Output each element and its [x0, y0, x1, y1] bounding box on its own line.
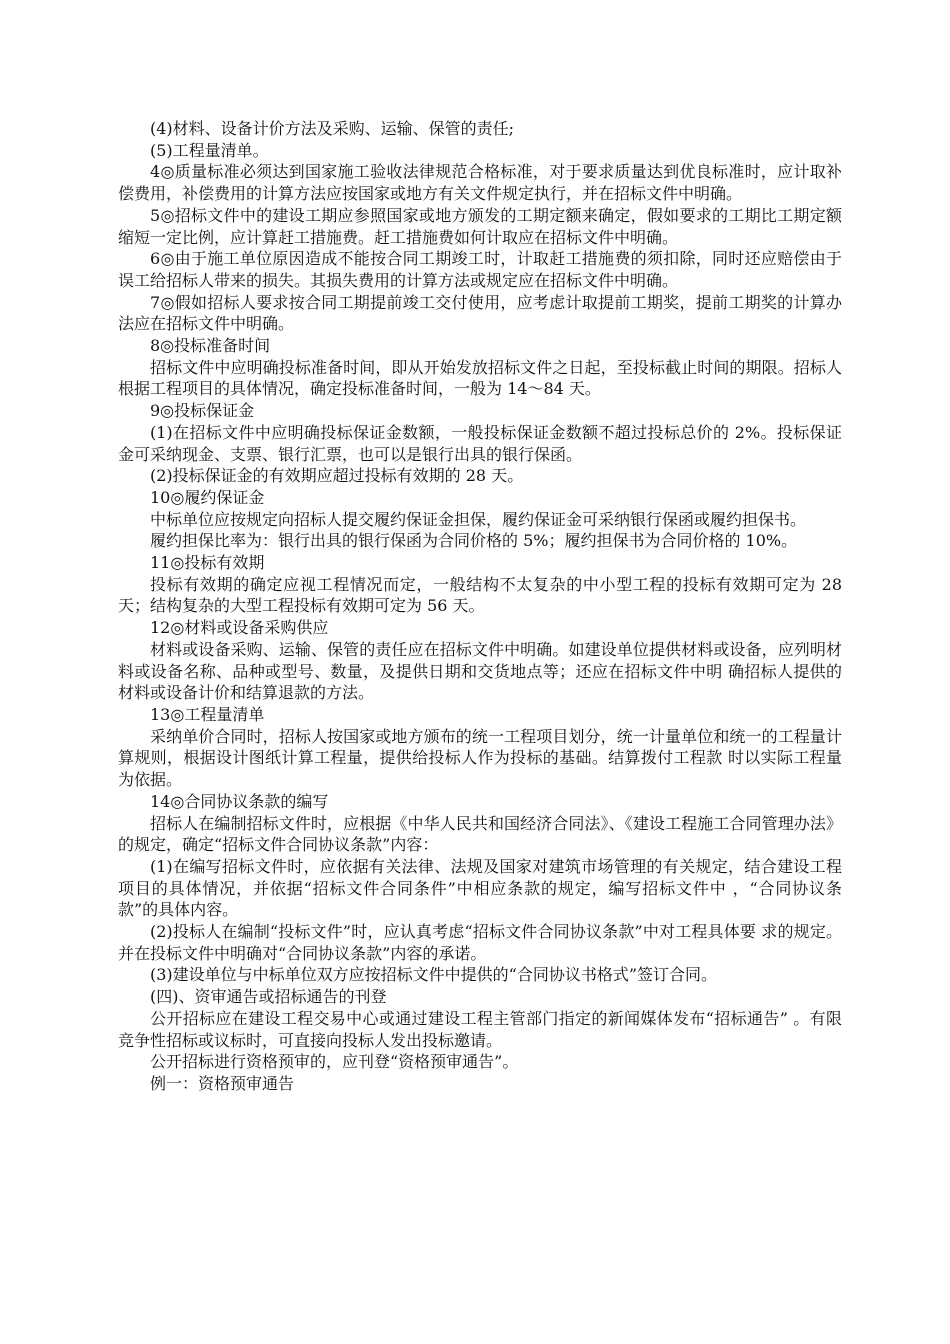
- paragraph: 采纳单价合同时，招标人按国家或地方颁布的统一工程项目划分，统一计量单位和统一的工程量计算规则，根据设计图纸计算工程量，提供给投标人作为投标的基础。结算拨付工程款 时以实际工程量为依据。: [118, 726, 842, 790]
- paragraph: 6◎由于施工单位原因造成不能按合同工期竣工时，计取赶工措施费的须扣除，同时还应赔偿由于误工给招标人带来的损失。其损失费用的计算方法或规定应在招标文件中明确。: [118, 249, 842, 290]
- paragraph: 履约担保比率为：银行出具的银行保函为合同价格的 5%；履约担保书为合同价格的 10%。: [150, 531, 798, 551]
- document-page: [118, 118, 842, 1095]
- paragraph: (3)建设单位与中标单位双方应按招标文件中提供的“合同协议书格式”签订合同。: [150, 965, 718, 985]
- paragraph: 材料或设备采购、运输、保管的责任应在招标文件中明确。如建设单位提供材料或设备，应列明材料或设备名称、品种或型号、数量，及提供日期和交货地点等；还应在招标文件中明 确招标人提供的材料或设备计价和结算退款的方法。: [118, 639, 842, 703]
- paragraph: 例一：资格预审通告: [150, 1073, 295, 1093]
- section-heading: 9◎投标保证金: [150, 401, 255, 421]
- paragraph: (1)在招标文件中应明确投标保证金数额，一般投标保证金数额不超过投标总价的 2%。投标保证金可采纳现金、支票、银行汇票，也可以是银行出具的银行保函。: [118, 422, 842, 464]
- paragraph: 公开招标应在建设工程交易中心或通过建设工程主管部门指定的新闻媒体发布“招标通告” 。有限竞争性招标或议标时，可直接向投标人发出投标邀请。: [118, 1008, 842, 1050]
- paragraph: 投标有效期的确定应视工程情况而定，一般结构不太复杂的中小型工程的投标有效期可定为 28 天；结构复杂的大型工程投标有效期可定为 56 天。: [118, 574, 842, 616]
- paragraph: (1)在编写招标文件时，应依据有关法律、法规及国家对建筑市场管理的有关规定，结合建设工程项目的具体情况，并依据“招标文件合同条件”中相应条款的规定，编写招标文件中 ，“合同协议条款”的具体内容。: [118, 856, 842, 920]
- paragraph: (5)工程量清单。: [150, 140, 269, 160]
- section-heading: 14◎合同协议条款的编写: [150, 791, 329, 811]
- section-heading: (四)、资审通告或招标通告的刊登: [150, 987, 387, 1007]
- paragraph: 招标文件中应明确投标准备时间，即从开始发放招标文件之日起，至投标截止时间的期限。招标人根据工程项目的具体情况，确定投标准备时间，一般为 14～84 天。: [118, 357, 842, 399]
- paragraph: (2)投标保证金的有效期应超过投标有效期的 28 天。: [150, 466, 524, 486]
- section-heading: 12◎材料或设备采购供应: [150, 618, 329, 638]
- paragraph: 4◎质量标准必须达到国家施工验收法律规范合格标准，对于要求质量达到优良标准时，应计取补偿费用，补偿费用的计算方法应按国家或地方有关文件规定执行，并在招标文件中明确。: [118, 162, 842, 204]
- section-heading: 13◎工程量清单: [150, 704, 265, 724]
- paragraph: 7◎假如招标人要求按合同工期提前竣工交付使用，应考虑计取提前工期奖，提前工期奖的计算办法应在招标文件中明确。: [118, 292, 842, 334]
- paragraph: (4)材料、设备计价方法及采购、运输、保管的责任;: [150, 119, 515, 138]
- paragraph: (2)投标人在编制“投标文件”时，应认真考虑“招标文件合同协议条款”中对工程具体要 求的规定。并在投标文件中明确对“合同协议条款”内容的承诺。: [118, 922, 842, 963]
- paragraph: 公开招标进行资格预审的，应刊登“资格预审通告”。: [150, 1052, 519, 1072]
- section-heading: 11◎投标有效期: [150, 553, 265, 573]
- paragraph: 招标人在编制招标文件时，应根据《中华人民共和国经济合同法》、《建设工程施工合同管理办法》的规定，确定“招标文件合同协议条款”内容：: [118, 813, 842, 855]
- paragraph: 中标单位应按规定向招标人提交履约保证金担保，履约保证金可采纳银行保函或履约担保书。: [150, 509, 807, 529]
- paragraph: 5◎招标文件中的建设工期应参照国家或地方颁发的工期定额来确定，假如要求的工期比工期定额缩短一定比例，应计算赶工措施费。赶工措施费如何计取应在招标文件中明确。: [118, 205, 842, 247]
- section-heading: 8◎投标准备时间: [150, 336, 271, 356]
- section-heading: 10◎履约保证金: [150, 487, 265, 507]
